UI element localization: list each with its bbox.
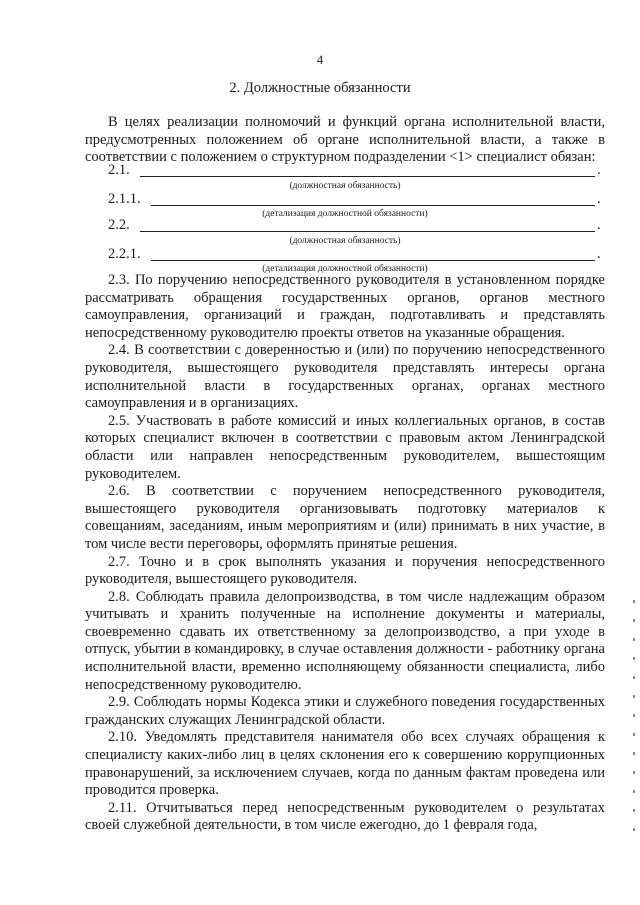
duty-paragraph: 2.11. Отчитываться перед непосредственным руководителем о результатах своей служебной деятельности, в том числе ежегодно, до 1 февраля года, — [85, 799, 605, 834]
fill-item-2-2 — [85, 217, 605, 235]
duty-paragraph: 2.5. Участвовать в работе комиссий и иных коллегиальных органов, в состав которых специалист включен в соответствии с правовым актом Ленинградской области или направлен непосредственным руководителем, вышестоящим руководителем. — [85, 412, 605, 482]
fill-item-number: 2.1. — [108, 162, 130, 178]
fill-end: . — [597, 162, 601, 178]
fill-line — [151, 205, 595, 206]
duties-list — [85, 272, 605, 835]
fill-line — [140, 176, 595, 177]
duty-paragraph: 2.10. Уведомлять представителя нанимателя обо всех случаях обращения к специалисту каких-либо лиц в целях склонения его к совершению коррупционных правонарушений, за исключением случаев, когда по данным фактам проведена или проводится проверка. — [85, 729, 605, 799]
section-title: 2. Должностные обязанности — [229, 80, 411, 96]
duty-paragraph: 2.8. Соблюдать правила делопроизводства, в том числе надлежащим образом учитывать и хранить полученные на исполнение документы и материалы, своевременно сдавать их ответственному за делопроизводство, а при уходе в отпуск, убытии в командировку, в случае оставления должности - работнику органа исполнительной власти, временно исполняющему обязанности специалиста, либо непосредственному руководителю. — [85, 588, 605, 693]
fill-end: . — [597, 217, 601, 233]
fill-caption: (должностная обязанность) — [289, 236, 401, 246]
duty-paragraph: 2.9. Соблюдать нормы Кодекса этики и служебного поведения государственных гражданских служащих Ленинградской области. — [85, 694, 605, 728]
fill-end: . — [597, 191, 601, 207]
fill-caption: (детализация должностной обязанности) — [262, 209, 428, 219]
fill-item-number: 2.2.1. — [108, 246, 141, 262]
fill-item-2-2-1 — [85, 246, 605, 264]
fill-item-2-1 — [85, 162, 605, 180]
intro-paragraph: В целях реализации полномочий и функций органа исполнительной власти, предусмотренных положением об органе исполнительной власти, а также в соответствии с положением о структурном подразделении <1> специалист обязан: — [85, 114, 605, 166]
scan-margin-marks — [632, 600, 636, 860]
fill-end: . — [597, 246, 601, 262]
duty-paragraph: 2.7. Точно и в срок выполнять указания и поручения непосредственного руководителя, вышестоящего руководителя. — [85, 553, 605, 588]
duty-paragraph: 2.3. По поручению непосредственного руководителя в установленном порядке рассматривать обращения государственных органов, органов местного самоуправления, организаций и граждан, подготавливать и представлять непосредственному руководителю проекты ответов на указанные обращения. — [85, 272, 605, 341]
fill-line — [140, 231, 595, 232]
duty-paragraph: 2.6. В соответствии с поручением непосредственного руководителя, вышестоящего руководителя организовывать подготовку материалов к совещаниям, заседаниям, иным мероприятиям и (или) принимать в них участие, в том числе вести переговоры, оформлять принятые решения. — [85, 483, 605, 552]
fill-item-number: 2.1.1. — [108, 191, 141, 207]
fill-item-2-1-1 — [85, 191, 605, 209]
fill-caption: (должностная обязанность) — [289, 181, 401, 191]
page-number: 4 — [316, 52, 324, 67]
fill-caption: (детализация должностной обязанности) — [262, 264, 428, 274]
duty-paragraph: 2.4. В соответствии с доверенностью и (или) по поручению непосредственного руководителя, вышестоящего руководителя представлять интересы органа исполнительной власти в государственных органах, органах местного самоуправления и в организациях. — [85, 342, 605, 412]
fill-line — [151, 260, 595, 261]
fill-item-number: 2.2. — [108, 217, 130, 233]
intro-block — [85, 114, 605, 167]
